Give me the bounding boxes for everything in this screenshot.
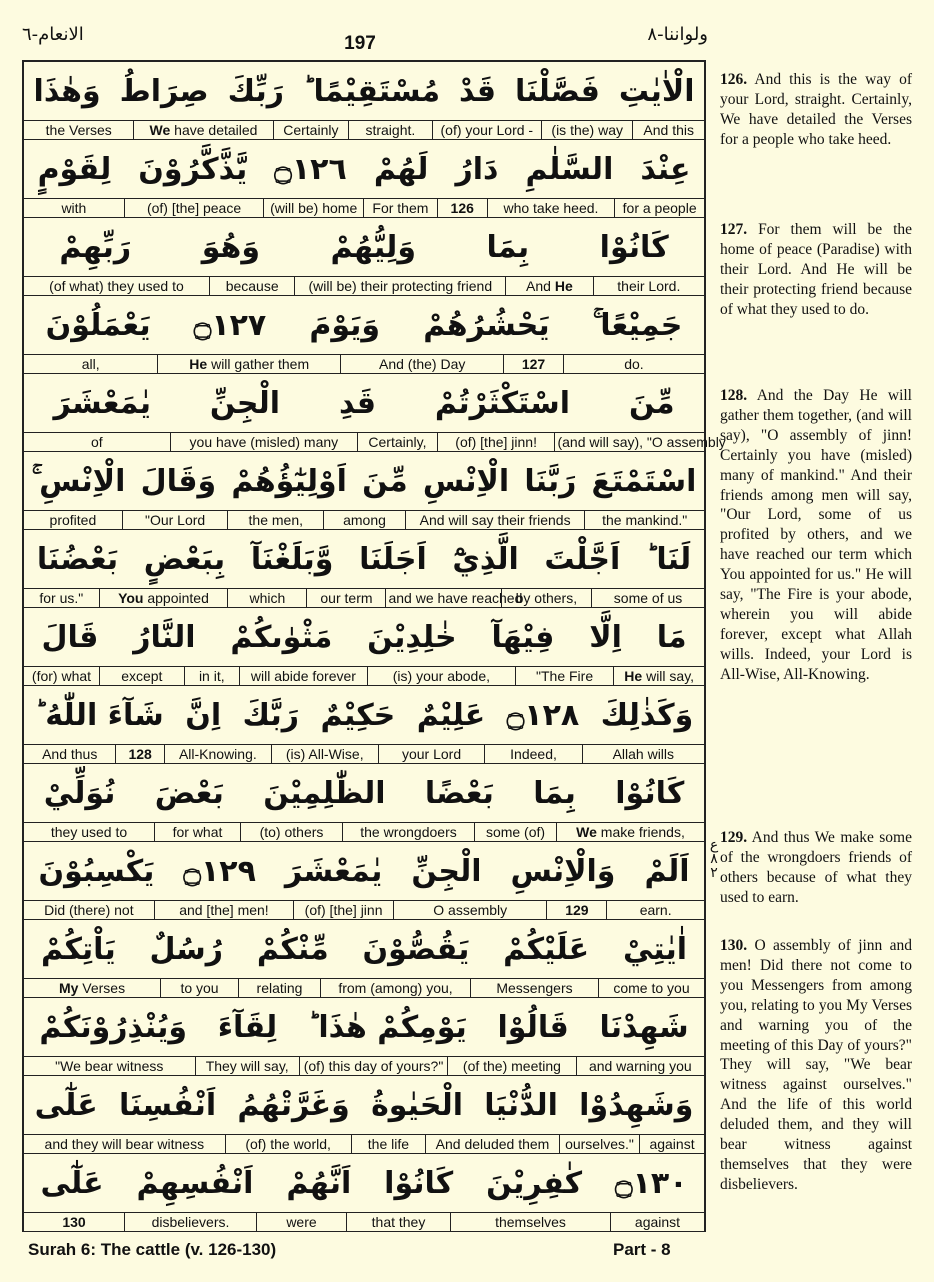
gloss-cell: And this — [632, 121, 704, 139]
arabic-word: حَكِيْمٌ — [320, 697, 396, 733]
gloss-cell: some of us — [591, 589, 704, 607]
arabic-word: وَقَالَ — [140, 463, 217, 499]
arabic-word: قَالَ — [41, 619, 99, 655]
arabic-word: يَكْسِبُوْنَ — [38, 853, 155, 889]
gloss-cell: You appointed — [99, 589, 228, 607]
translation-paragraph — [720, 936, 912, 1195]
gloss-cell: (of) your Lord - — [432, 121, 541, 139]
arabic-word: عَلٰٓى — [34, 1087, 98, 1123]
arabic-word: عَلَيْكُمْ — [503, 931, 590, 967]
footer-part: Part - 8 — [613, 1240, 671, 1259]
arabic-word: الْاِنْسِ ۚ — [31, 463, 126, 499]
arabic-word: جَمِيْعًا ۚ — [592, 307, 683, 343]
gloss-cell: And will say their friends — [405, 511, 584, 529]
gloss-cell: (for) what — [31, 668, 92, 684]
gloss-cell: some (of) — [474, 823, 556, 841]
arabic-word: قَدْ — [459, 73, 496, 109]
gloss-cell: all, — [81, 356, 100, 372]
gloss-cell: (of what) they used to — [49, 278, 184, 294]
gloss-cell: were — [256, 1213, 346, 1231]
arabic-word: خٰلِدِيْنَ — [367, 619, 457, 655]
arabic-word: النَّارُ — [133, 619, 196, 655]
gloss-cell: and warning you — [576, 1057, 704, 1075]
arabic-word: يَّذَّكَّرُوْنَ — [138, 151, 248, 187]
arabic-word: بِمَا — [486, 229, 530, 265]
verse-row — [24, 608, 704, 686]
arabic-word: الدُّنْيَا — [484, 1087, 558, 1123]
arabic-word: عِنْدَ — [640, 151, 691, 187]
gloss-cell: will abide forever — [239, 667, 367, 685]
arabic-word: الْجِنِّ — [209, 385, 281, 421]
gloss-cell: themselves — [450, 1213, 610, 1231]
gloss-cell: We make friends, — [556, 823, 704, 841]
arabic-word: شَآءَ اللّٰهُ ؕ — [34, 697, 164, 733]
arabic-word: قَدِ — [338, 385, 376, 421]
gloss-cell: do. — [563, 355, 704, 373]
arabic-word: كٰفِرِيْنَ — [486, 1165, 583, 1201]
gloss-cell: (of the) meeting — [447, 1057, 575, 1075]
gloss-cell: except — [99, 667, 184, 685]
arabic-word: لِقَآءَ — [217, 1009, 278, 1045]
gloss-cell: (will be) their protecting friend — [294, 277, 505, 295]
gloss-cell: Did (there) not — [44, 902, 134, 918]
gloss-cell: relating — [238, 979, 320, 997]
arabic-word: بَعْضَ — [154, 775, 224, 811]
ruku-marker-text: ع ٨ ٢ — [709, 837, 719, 881]
gloss-cell: He will say, — [613, 667, 704, 685]
arabic-word: الظّٰلِمِيْنَ — [263, 775, 386, 811]
gloss-cell: for a people — [614, 199, 704, 217]
arabic-word: الْاٰيٰتِ — [618, 73, 695, 109]
gloss-cell: our term — [306, 589, 385, 607]
arabic-word: وَهُوَ — [201, 229, 260, 265]
arabic-line — [24, 218, 704, 276]
arabic-line — [24, 62, 704, 120]
gloss-cell: Allah wills — [582, 745, 704, 763]
arabic-line — [24, 686, 704, 744]
verse-number-cell: 130 — [62, 1214, 86, 1230]
arabic-word: وَكَذٰلِكَ — [600, 697, 694, 733]
gloss-cell: from (among) you, — [320, 979, 470, 997]
verse-row — [24, 1154, 704, 1232]
gloss-cell: (is) All-Wise, — [271, 745, 378, 763]
english-gloss-line — [24, 276, 704, 296]
gloss-cell: earn. — [606, 901, 704, 919]
arabic-word: فِيْهَآ — [491, 619, 555, 655]
gloss-cell: Messengers — [470, 979, 598, 997]
translation-verse-number: 127. — [720, 221, 748, 238]
arabic-word: دَارُ — [455, 151, 499, 187]
gloss-cell: ourselves." — [559, 1135, 639, 1153]
arabic-word: اَجَلَنَا — [359, 541, 427, 577]
verse-row — [24, 62, 704, 140]
gloss-cell: (will be) home — [263, 199, 363, 217]
arabic-word: بِبَعْضٍ — [143, 541, 226, 577]
verse-number-cell: 129 — [546, 901, 606, 919]
arabic-word: يَوْمِكُمْ هٰذَا ؕ — [307, 1009, 467, 1045]
gloss-cell: by others, — [501, 589, 591, 607]
arabic-word: مِّنْكُمْ — [256, 931, 329, 967]
arabic-word: الْجِنِّ — [411, 853, 482, 889]
english-gloss-line — [24, 1134, 704, 1154]
english-gloss-line — [24, 822, 704, 842]
gloss-cell: disbelievers. — [124, 1213, 256, 1231]
gloss-cell: (of) [the] jinn! — [437, 433, 555, 451]
gloss-cell: O assembly — [393, 901, 547, 919]
arabic-line — [24, 920, 704, 978]
gloss-cell: And deluded them — [425, 1135, 559, 1153]
gloss-cell: the mankind." — [584, 511, 704, 529]
gloss-cell: (of) [the] jinn — [293, 901, 393, 919]
arabic-word: يَعْمَلُوْنَ — [45, 307, 151, 343]
gloss-cell: for what — [154, 823, 240, 841]
gloss-cell: you have (misled) many — [170, 433, 357, 451]
arabic-word: يٰمَعْشَرَ — [53, 385, 151, 421]
english-gloss-line — [24, 666, 704, 686]
arabic-line — [24, 1154, 704, 1212]
arabic-word: اَجَّلْتَ — [544, 541, 621, 577]
arabic-word: الْحَيٰوةُ — [371, 1087, 463, 1123]
gloss-cell: All-Knowing. — [164, 745, 271, 763]
gloss-cell: Certainly — [273, 121, 349, 139]
english-gloss-line — [24, 1056, 704, 1076]
arabic-word: كَانُوْا — [599, 229, 669, 265]
arabic-word: مِّنَ — [628, 385, 675, 421]
arabic-word: يَقُصُّوْنَ — [362, 931, 470, 967]
page-number: 197 — [344, 33, 376, 54]
arabic-word: لَهُمْ — [373, 151, 429, 187]
arabic-word: ۝١٢٧ — [193, 307, 267, 343]
verse-row — [24, 686, 704, 764]
arabic-word: وَّبَلَغْنَآ — [250, 541, 334, 577]
verse-row — [24, 842, 704, 920]
arabic-word: مُسْتَقِيْمًا ؕ — [303, 73, 441, 109]
arabic-word: بَعْضُنَا — [36, 541, 119, 577]
verse-row — [24, 920, 704, 998]
arabic-word: رُسُلٌ — [149, 931, 224, 967]
verse-row — [24, 1076, 704, 1154]
arabic-word: ۝١٢٩ — [183, 853, 256, 889]
arabic-word: مِّنَ — [362, 463, 408, 499]
gloss-cell: "Our Lord — [122, 511, 228, 529]
arabic-line — [24, 452, 704, 510]
gloss-cell: straight. — [348, 121, 432, 139]
arabic-word: اسْتَكْثَرْتُمْ — [434, 385, 571, 421]
arabic-word: عَلٰٓى — [40, 1165, 104, 1201]
arabic-word: قَالُوْا — [497, 1009, 569, 1045]
english-gloss-line — [24, 510, 704, 530]
footer-surah-info: Surah 6: The cattle (v. 126-130) — [28, 1240, 277, 1259]
arabic-word: ۝١٢٦ — [274, 151, 347, 187]
arabic-line — [24, 1076, 704, 1134]
arabic-word: شَهِدْنَا — [599, 1009, 689, 1045]
gloss-cell: (is) your abode, — [367, 667, 515, 685]
arabic-word: اَلَمْ — [644, 853, 690, 889]
translation-paragraph — [720, 220, 912, 320]
header-juz-name: ولواننا-٨ — [647, 24, 708, 45]
gloss-cell: against — [639, 1135, 704, 1153]
translation-text: And thus We make some of the wrongdoers friends of others because of what they used to earn. — [720, 829, 912, 906]
arabic-word: اٰيٰتِيْ — [622, 931, 688, 967]
gloss-cell: (and will say), "O assembly — [554, 433, 704, 451]
gloss-cell: and [the] men! — [154, 901, 294, 919]
arabic-word: وَالْاِنْسِ — [510, 853, 616, 889]
arabic-word: صِرَاطُ — [119, 73, 209, 109]
arabic-word: يٰمَعْشَرَ — [284, 853, 383, 889]
gloss-cell: the Verses — [45, 122, 112, 138]
gloss-cell: Indeed, — [484, 745, 581, 763]
gloss-cell: and they will bear witness — [44, 1136, 205, 1152]
arabic-word: وَيُنْذِرُوْنَكُمْ — [39, 1009, 188, 1045]
english-gloss-line — [24, 744, 704, 764]
header-surah-name: الانعام-٦ — [22, 24, 84, 45]
verse-row — [24, 140, 704, 218]
gloss-cell: which — [227, 589, 306, 607]
gloss-cell: He will gather them — [157, 355, 340, 373]
arabic-word: اَنْفُسِهِمْ — [136, 1165, 254, 1201]
translation-text: O assembly of jinn and men! Did there not come to you Messengers from among you, relating to you My Verses and warning you of the meeting of this Day of yours?" They will say, "We bear witness against ourselves." And the life of this world deluded them, and they will bear witness against themselves that they were disbelievers. — [720, 937, 912, 1193]
gloss-cell: because — [209, 277, 294, 295]
arabic-word: وَغَرَّتْهُمُ — [237, 1087, 350, 1123]
verse-row — [24, 530, 704, 608]
english-gloss-line — [24, 900, 704, 920]
arabic-word: رَبَّنَا — [524, 463, 577, 499]
english-gloss-line — [24, 120, 704, 140]
arabic-line — [24, 530, 704, 588]
arabic-word: مَا — [656, 619, 687, 655]
translation-text: And the Day He will gather them together, (and will say), "O assembly of jinn! Certainly you have (misled) many of mankind." And their friends among men will say, "Our Lord, some of us profited by others, and we have reached our term which You appointed for us." He will say, "The Fire is your abode, wherein you will abide forever, except what Allah wills. Indeed, your Lord is All-Wise, All-Knowing. — [720, 387, 912, 683]
arabic-word: يَحْشُرُهُمْ — [423, 307, 550, 343]
translation-text: And this is the way of your Lord, straight. Certainly, We have detailed the Verses for a people who take heed. — [720, 71, 912, 148]
arabic-word: وَلِيُّهُمْ — [330, 229, 416, 265]
gloss-cell: My Verses — [58, 980, 126, 996]
arabic-word: السَّلٰمِ — [525, 151, 614, 187]
gloss-cell: For them — [363, 199, 437, 217]
gloss-cell: (of) the world, — [225, 1135, 351, 1153]
arabic-word: مَثْوٰىكُمْ — [230, 619, 333, 655]
arabic-word: لِقَوْمٍ — [37, 151, 112, 187]
gloss-cell: (is the) way — [541, 121, 632, 139]
arabic-word: اَنْفُسِنَا — [118, 1087, 217, 1123]
verse-row — [24, 296, 704, 374]
arabic-word: الْاِنْسِ — [422, 463, 510, 499]
arabic-line — [24, 140, 704, 198]
verse-number-cell: 126 — [437, 199, 487, 217]
gloss-cell: to you — [160, 979, 238, 997]
arabic-word: اَنَّهُمْ — [286, 1165, 352, 1201]
translation-verse-number: 129. — [720, 829, 748, 846]
verse-row — [24, 764, 704, 842]
verse-row — [24, 374, 726, 452]
english-gloss-line — [24, 588, 704, 608]
translation-paragraph — [720, 70, 912, 150]
gloss-cell: They will say, — [195, 1057, 299, 1075]
english-gloss-line — [24, 1212, 704, 1232]
arabic-line — [24, 998, 704, 1056]
gloss-cell: with — [61, 200, 87, 216]
gloss-cell: of — [91, 434, 103, 450]
gloss-cell: profited — [49, 512, 97, 528]
gloss-cell: the life — [351, 1135, 425, 1153]
english-gloss-line — [24, 354, 704, 374]
gloss-cell: Certainly, — [357, 433, 437, 451]
gloss-cell: among — [323, 511, 405, 529]
gloss-cell: come to you — [598, 979, 704, 997]
arabic-word: اسْتَمْتَعَ — [591, 463, 697, 499]
gloss-cell: And He — [505, 277, 592, 295]
arabic-word: اِنَّ — [185, 697, 222, 733]
arabic-line — [24, 374, 704, 432]
arabic-word: عَلِيْمٌ — [416, 697, 486, 733]
translation-paragraph — [720, 828, 912, 908]
arabic-word: نُوَلِّيْ — [43, 775, 116, 811]
gloss-cell: that they — [346, 1213, 450, 1231]
arabic-word: ۝١٣٠ — [615, 1165, 688, 1201]
arabic-word: رَبَّكَ — [242, 697, 300, 733]
arabic-word: كَانُوْا — [615, 775, 685, 811]
verse-row — [24, 998, 704, 1076]
arabic-word: رَبِّكَ — [227, 73, 285, 109]
verse-number-cell: 127 — [503, 355, 563, 373]
gloss-cell: who take heed. — [487, 199, 615, 217]
arabic-line — [24, 764, 704, 822]
gloss-cell: "We bear witness — [55, 1058, 164, 1074]
arabic-word: اِلَّا — [589, 619, 622, 655]
gloss-cell: (to) others — [240, 823, 342, 841]
gloss-cell: (of) this day of yours?" — [299, 1057, 447, 1075]
english-gloss-line — [24, 432, 726, 452]
arabic-line — [24, 296, 704, 354]
gloss-cell: the men, — [227, 511, 323, 529]
gloss-cell: "The Fire — [515, 667, 614, 685]
arabic-word: كَانُوْا — [384, 1165, 454, 1201]
arabic-word: وَشَهِدُوْا — [579, 1087, 694, 1123]
translation-text: For them will be the home of peace (Paradise) with their Lord. And He will be their protecting friend because of what they used to do. — [720, 221, 913, 318]
ruku-marker — [707, 838, 721, 880]
arabic-line — [24, 842, 704, 900]
translation-verse-number: 128. — [720, 387, 748, 404]
gloss-cell: in it, — [184, 667, 239, 685]
verse-row — [24, 452, 704, 530]
gloss-cell: for us." — [39, 590, 84, 606]
gloss-cell: the wrongdoers — [342, 823, 474, 841]
gloss-cell: We have detailed — [133, 121, 272, 139]
verse-row — [24, 218, 704, 296]
verse-number-cell: 128 — [115, 745, 164, 763]
arabic-word: رَبِّهِمْ — [59, 229, 132, 265]
arabic-word: فَصَّلْنَا — [514, 73, 600, 109]
translation-verse-number: 130. — [720, 937, 748, 954]
gloss-cell: against — [610, 1213, 704, 1231]
gloss-cell: your Lord — [378, 745, 485, 763]
translation-verse-number: 126. — [720, 71, 748, 88]
arabic-word: وَيَوْمَ — [309, 307, 381, 343]
arabic-word: بِمَا — [533, 775, 576, 811]
translation-paragraph — [720, 386, 912, 685]
gloss-cell: And thus — [42, 746, 98, 762]
arabic-word: اَوْلِيٰٓؤُهُمْ — [231, 463, 347, 499]
gloss-cell: their Lord. — [593, 277, 704, 295]
gloss-cell: And (the) Day — [340, 355, 503, 373]
gloss-cell: (of) [the] peace — [124, 199, 264, 217]
arabic-word: لَنَا ؕ — [645, 541, 692, 577]
arabic-word: ۝١٢٨ — [506, 697, 580, 733]
gloss-cell: they used to — [50, 824, 128, 840]
arabic-word: بَعْضًا — [424, 775, 494, 811]
arabic-word: وَهٰذَا — [33, 73, 101, 109]
arabic-word: يَاْتِكُمْ — [40, 931, 116, 967]
gloss-cell: and we have reached — [385, 589, 500, 607]
arabic-line — [24, 608, 704, 666]
english-gloss-line — [24, 978, 704, 998]
english-gloss-line — [24, 198, 704, 218]
arabic-word: الَّذِيْٓ — [452, 541, 519, 577]
